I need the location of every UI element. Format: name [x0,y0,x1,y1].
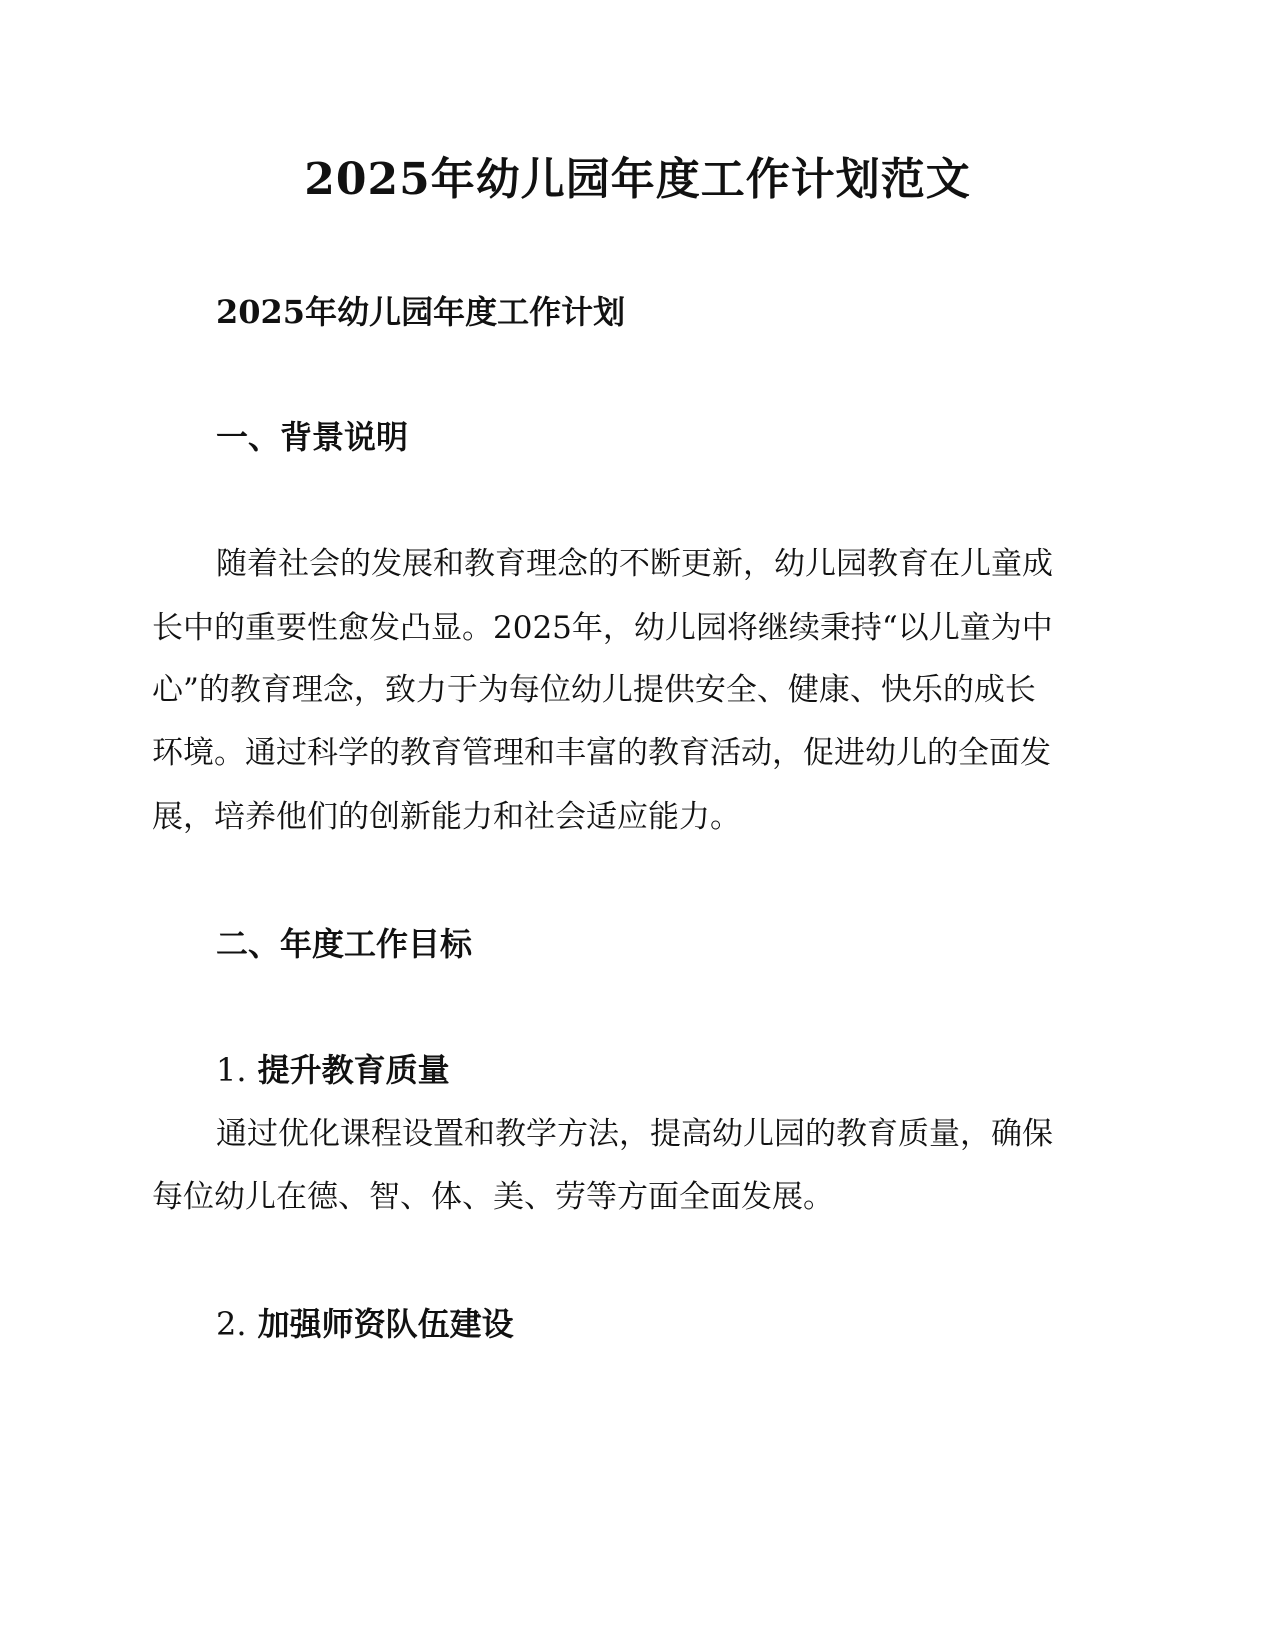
paragraph-line: 每位幼儿在德、智、体、美、劳等方面全面发展。 [152,1179,834,1215]
paragraph-line: 心”的教育理念，致力于为每位幼儿提供安全、健康、快乐的成长 [152,672,1036,708]
goal-heading-education-quality [216,1048,450,1092]
goal-title: 提升教育质量 [257,1051,450,1089]
document-title: 2025年幼儿园年度工作计划范文 [304,154,971,205]
goal-heading-teacher-team [216,1302,514,1346]
paragraph-line: 随着社会的发展和教育理念的不断更新，幼儿园教育在儿童成 [216,546,1053,582]
paragraph-line: 环境。通过科学的教育管理和丰富的教育活动，促进幼儿的全面发 [152,735,1051,771]
document-subtitle: 2025年幼儿园年度工作计划 [216,293,626,331]
goal-title: 加强师资队伍建设 [257,1305,514,1343]
paragraph-line: 通过优化课程设置和教学方法，提高幼儿园的教育质量，确保 [216,1116,1053,1152]
section-heading-background: 一、背景说明 [216,418,409,456]
paragraph-line: 长中的重要性愈发凸显。2025年，幼儿园将继续秉持“以儿童为中 [152,610,1053,646]
paragraph-line: 展，培养他们的创新能力和社会适应能力。 [152,799,741,835]
goal-number: 1. [216,1051,247,1089]
goal-number: 2. [216,1305,247,1343]
section-heading-goals: 二、年度工作目标 [216,925,473,963]
